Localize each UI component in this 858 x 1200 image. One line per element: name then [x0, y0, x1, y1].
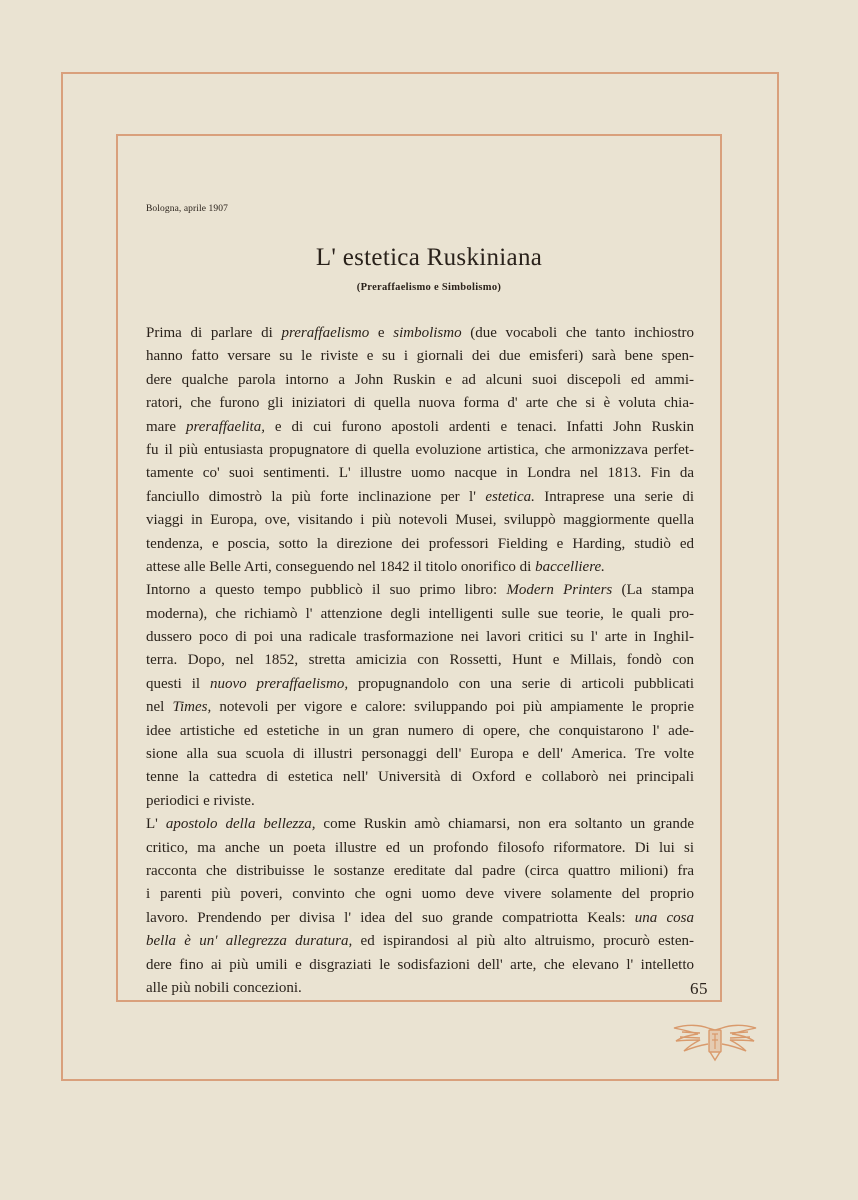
- text-line: [146, 369, 694, 392]
- italic-text: baccelliere.: [535, 558, 605, 575]
- text-line: [146, 626, 694, 649]
- text-line: [146, 556, 694, 579]
- text-line: [146, 673, 694, 696]
- text-segment: Prima di parlare di: [146, 325, 282, 341]
- italic-text: una cosa: [634, 909, 694, 926]
- text-segment: idee artistiche ed estetiche in un gran numero di opere, che conquistarono l' ade-: [146, 722, 694, 739]
- text-line: [146, 860, 694, 883]
- text-segment: ratori, che furono gli iniziatori di quella nuova forma d' arte che si è voluta chia-: [146, 395, 694, 412]
- text-line: [146, 416, 694, 439]
- text-segment: fanciullo dimostrò la più forte inclinazione per l': [146, 488, 486, 505]
- text-line: [146, 954, 694, 977]
- text-line: [146, 743, 694, 766]
- text-line: [146, 883, 694, 906]
- text-segment: tendenza, e poscia, sotto la direzione dei professori Fielding e Harding, studiò ed: [146, 535, 694, 552]
- italic-text: preraffaelismo: [281, 325, 370, 341]
- text-line: [146, 930, 694, 953]
- text-segment: hanno fatto versare su le riviste e su i giornali dei due emisferi) sarà bene spen-: [146, 348, 694, 365]
- text-line: [146, 907, 694, 930]
- italic-text: Times,: [172, 699, 212, 716]
- text-segment: alle più nobili concezioni.: [146, 979, 302, 996]
- text-segment: propugnandolo con una serie di articoli pubblicati: [348, 675, 694, 692]
- text-segment: critico, ma anche un poeta illustre ed un profondo filosofo riformatore. Di lui si: [146, 839, 694, 856]
- text-line: [146, 766, 694, 789]
- text-line: [146, 649, 694, 672]
- text-segment: e di cui furono apostoli ardenti e tenaci. Infatti John Ruskin: [264, 418, 694, 435]
- text-line: [146, 603, 694, 626]
- text-line: [146, 509, 694, 532]
- text-segment: mare: [146, 418, 186, 435]
- text-line: [146, 837, 694, 860]
- text-line: [146, 696, 694, 719]
- text-segment: e: [369, 325, 394, 341]
- text-segment: Intraprese una serie di: [534, 488, 694, 505]
- text-segment: viaggi in Europa, ove, visitando i più notevoli Musei, sviluppò maggiormente quella: [146, 512, 694, 529]
- text-segment: lavoro. Prendendo per divisa l' idea del suo grande compatriotta Keals:: [146, 909, 635, 926]
- text-line: [146, 486, 694, 509]
- page-number: 65: [690, 979, 708, 998]
- italic-text: apostolo della bellezza,: [165, 816, 316, 833]
- text-line: [146, 462, 694, 485]
- text-segment: nel: [146, 699, 173, 716]
- text-segment: attese alle Belle Arti, conseguendo nel 1842 il titolo onorifico di: [146, 558, 536, 575]
- text-segment: periodici e riviste.: [146, 792, 255, 809]
- text-segment: ed ispirandosi al più alto altruismo, procurò esten-: [352, 933, 694, 950]
- italic-text: preraffaelita,: [185, 418, 265, 435]
- text-segment: Intorno a questo tempo pubblicò il suo primo libro:: [146, 582, 507, 599]
- text-segment: (La stampa: [612, 582, 694, 599]
- text-segment: L': [146, 816, 166, 833]
- text-segment: dere fino ai più umili e disgraziati le sodisfazioni dell' arte, che elevano l' intelletto: [146, 956, 694, 973]
- text-segment: notevoli per vigore e calore: sviluppando poi più ampiamente le proprie: [211, 699, 694, 716]
- text-line: [146, 533, 694, 556]
- text-segment: (due vocaboli che tanto inchiostro: [461, 325, 694, 341]
- text-segment: moderna), che richiamò l' attenzione degli intelligenti sulle sue teorie, le quali pro-: [146, 605, 694, 622]
- text-line: [146, 322, 694, 345]
- text-segment: tenne la cattedra di estetica nell' Università di Oxford e collaborò nei principali: [146, 769, 694, 786]
- winged-emblem-icon: [670, 1020, 760, 1064]
- text-segment: terra. Dopo, nel 1852, stretta amicizia con Rossetti, Hunt e Millais, fondò con: [146, 652, 694, 669]
- text-segment: racconta che distribuisse le sostanze ereditate dal padre (circa quattro milioni) fra: [146, 862, 694, 879]
- article-subtitle: (Preraffaelismo e Simbolismo): [356, 282, 502, 293]
- text-segment: questi il: [146, 675, 210, 692]
- text-line: [146, 392, 694, 415]
- italic-text: bella è un' allegrezza duratura,: [146, 933, 353, 950]
- italic-text: Modern Printers: [506, 582, 613, 599]
- text-line: [146, 813, 694, 836]
- text-line: [146, 345, 694, 368]
- text-line: [146, 439, 694, 462]
- article-body: [146, 322, 694, 1000]
- place-date: Bologna, aprile 1907: [146, 204, 228, 214]
- text-line: [146, 579, 694, 602]
- text-line: [146, 977, 694, 1000]
- text-segment: fu il più entusiasta propugnatore di quella evoluzione artistica, che armonizzava perfet-: [146, 441, 694, 458]
- text-segment: tamente co' suoi sentimenti. L' illustre uomo nacque in Londra nel 1813. Fin da: [146, 465, 694, 482]
- italic-text: estetica.: [485, 488, 535, 505]
- text-segment: sione alla sua scuola di illustri personaggi dell' Europa e dell' America. Tre volte: [146, 746, 694, 763]
- text-line: [146, 790, 694, 813]
- text-line: [146, 720, 694, 743]
- article-title: L' estetica Ruskiniana: [315, 244, 543, 271]
- text-segment: i parenti più poveri, convinto che ogni uomo deve vivere solamente del proprio: [146, 886, 694, 903]
- text-segment: dere qualche parola intorno a John Ruskin e ad alcuni suoi discepoli ed ammi-: [146, 371, 694, 388]
- text-segment: come Ruskin amò chiamarsi, non era soltanto un grande: [315, 816, 694, 833]
- text-segment: dussero poco di poi una radicale trasformazione nei lavori critici su l' arte in Inghil-: [146, 629, 694, 646]
- italic-text: nuovo preraffaelismo,: [209, 675, 349, 692]
- italic-text: simbolismo: [393, 325, 462, 341]
